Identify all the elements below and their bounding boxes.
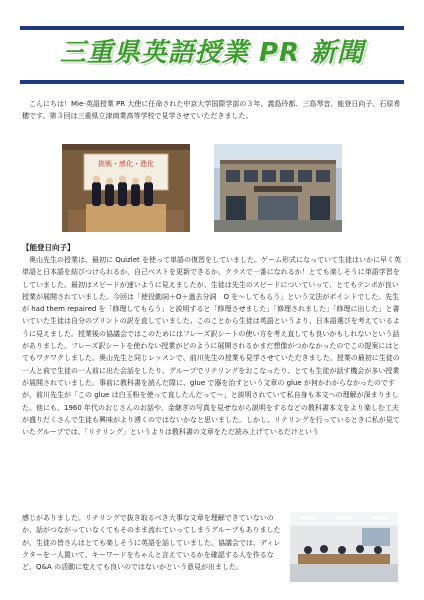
school-building-illustration xyxy=(214,144,342,232)
report-body: 奥山先生の授業は、最初に Quizlet を使って単語の復習をしていました。ゲーム形式になっていて生徒はいかに早く英単語と日本語を結びつけられるか、自己ベストを更新できるか、クラスで一番になれるか！とても楽しそうに単語学習をしていました。最初はスピードが速いように見えましたが、生徒は先生のスピードについていって、とてもテンポが良い授業が展開されていました。今回は「使役動詞＋O＋過去分詞 O を～してもらう」という文法がポイントでした。先生が had them repaired を「修理してもらう」と説明すると「修理させました」「修理されました」「修理に出した」と書いていた生徒は自分のプリントの訳を直していました。このことから生徒は英語というより、日本語選びを考えているように見えました。授業後の協議会ではこのためにはフレーズ訳シートの使い方を考え直しても良いかもしれないという話がありました。フレーズ訳シートを使わない授業がどのように展開されるかまだ想像がつかなかったのでこの提案にはとてもワクワクしました。奥山先生と同じレッスンで、前川先生の授業も見学させていただきました。授業の最初に生徒の一人と前で生徒の一人前に出た会話をしたり、グループでリテリングをおこなったり、とても生徒が話す機会が多い授業が展開されていました。事前に教科書を読んだ際に、glue で器を治すという文章の glue が何かわからなかったのですが、前川先生が「この glue は白玉粉を使って直したんだって～」と説明されていて私自身も本文への理解が深まりました。他にも、1960 年代のおじさんのお話や、金継ぎの写真を見せながら説明をするなどの教科書本文をより楽しむ工夫が盛りだくさんで生徒も興味がより湧くのではないかなと思いました。しかし、リテリングを行っているときに私が見ていたグループでは、「リテリング」というよりは教科書の文章をただ読み上げているだけという xyxy=(22,256,402,437)
board-slogan: 挑戦・感化・進化 xyxy=(98,160,154,168)
classroom-photo-illustration xyxy=(62,144,190,232)
meeting-room-illustration xyxy=(290,512,398,582)
report-body-continued: 感じがありました。リテリングで抜き取るべき大事な文章を理解できていないのか、話がつながっていなくてもそのまま流れていってしまうグループもありましたが、生徒の皆さんはとても楽しそうに英語を話していました。協議会では、ディレクターを一人置いて、キーワードをちゃんと言えているかを確認する人を作るなど、Q&A の活動に変えても良いのではないかという意見が出ました。 xyxy=(22,514,281,572)
intro-paragraph: こんにちは！Mie-英語授業 PR 大使に任命された中京大学国際学部の３年、義島玲都、三島琴音、能登日向子、石原希穂です。第３回は三重県立津商業高等学校で見学させていただきました。 xyxy=(22,100,401,120)
classroom-photo xyxy=(62,144,190,232)
meeting-room-photo xyxy=(290,512,398,582)
school-building-photo xyxy=(214,144,342,232)
top-rule xyxy=(20,26,404,30)
newsletter-title: 三重県英語授業 PR 新聞 xyxy=(59,38,365,68)
bottom-rule xyxy=(20,80,404,84)
report-heading: 【能登日向子】 xyxy=(22,243,75,252)
